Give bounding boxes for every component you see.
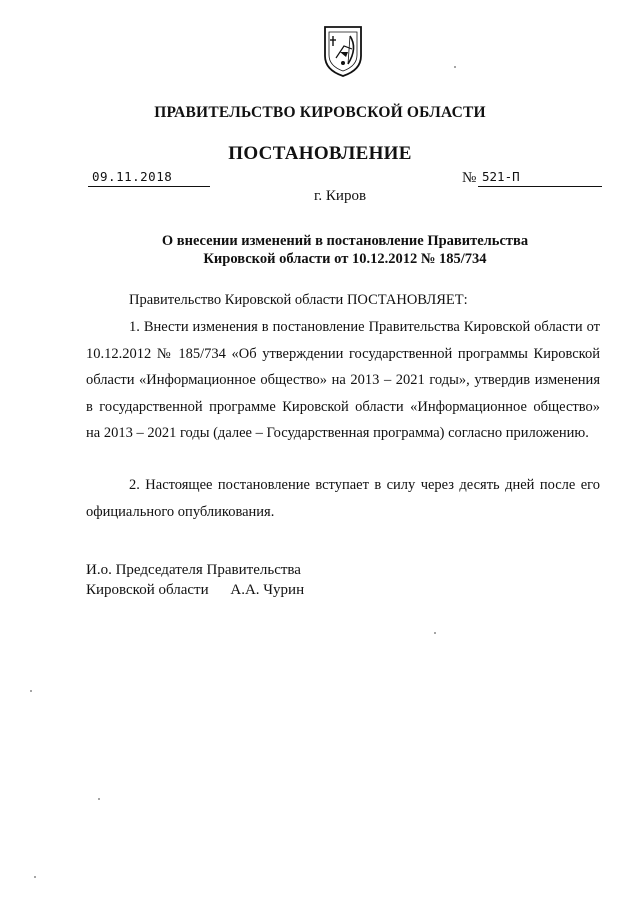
signatory-position-line-1: И.о. Председателя Правительства	[86, 562, 301, 578]
scan-speck	[34, 876, 36, 878]
signatory-position-line-2-row	[86, 580, 304, 600]
subject-line-2: Кировской области от 10.12.2012 № 185/734	[203, 251, 487, 267]
signatory-position-line-2: Кировской области	[86, 582, 209, 598]
document-type-title: ПОСТАНОВЛЕНИЕ	[228, 143, 412, 164]
paragraph-2: 2. Настоящее постановление вступает в силу через десять дней после его официального опубликования.	[86, 477, 600, 520]
signatory-name: А.А. Чурин	[230, 582, 305, 598]
document-number: 521-П	[478, 170, 602, 187]
scan-speck	[434, 632, 436, 634]
subject-line-1: О внесении изменений в постановление Правительства	[161, 233, 529, 249]
city: г. Киров	[313, 188, 367, 204]
intro-paragraph: Правительство Кировской области ПОСТАНОВЛЯЕТ:	[129, 292, 468, 308]
document-date: 09.11.2018	[88, 170, 210, 187]
number-sign: №	[462, 170, 477, 186]
kirov-coat-of-arms-icon	[322, 24, 364, 78]
scan-speck	[98, 798, 100, 800]
signature-block	[86, 560, 304, 600]
scan-speck	[30, 690, 32, 692]
document-subject	[0, 232, 640, 268]
organization-title: ПРАВИТЕЛЬСТВО КИРОВСКОЙ ОБЛАСТИ	[154, 104, 486, 121]
scan-speck	[454, 66, 456, 68]
paragraph-1: 1. Внести изменения в постановление Правительства Кировской области от 10.12.2012 № 185/734 «Об утверждении государственной программы Кировской области «Информационное общество» на 2013 – 2021 годы», утвердив изменения в государственной программе Кировской области «Информационное общество» на 2013 – 2021 годы (далее – Государственная программа) согласно приложению.	[86, 319, 600, 441]
